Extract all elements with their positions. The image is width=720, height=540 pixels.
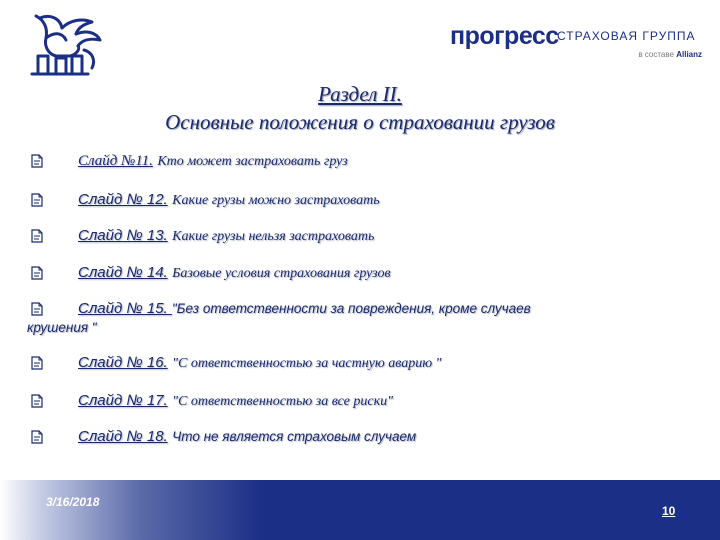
document-bullet-icon (30, 154, 44, 168)
brand-logo (450, 22, 710, 66)
slide-description: Что не является страховым случаем (172, 429, 417, 444)
slide-link-12[interactable]: Слайд № 12. (78, 191, 168, 208)
slide-link-16[interactable]: Слайд № 16. (78, 354, 168, 371)
document-bullet-icon (30, 356, 44, 370)
slide-link-18[interactable]: Слайд № 18. (78, 428, 168, 445)
document-bullet-icon (30, 430, 44, 444)
brand-subtitle: СТРАХОВАЯ ГРУППА (557, 29, 696, 43)
brand-note (638, 50, 702, 60)
footer-bar (0, 480, 720, 540)
slide-description: Какие грузы можно застраховать (172, 193, 380, 208)
document-bullet-icon (30, 394, 44, 408)
list-item (0, 352, 720, 374)
document-bullet-icon (30, 193, 44, 207)
list-item (0, 262, 720, 284)
slide-description-continued: крушения " (27, 320, 97, 335)
slide-link-15[interactable]: Слайд № 15. (78, 300, 172, 317)
list-item (0, 150, 720, 172)
brand-note-company: Allianz (676, 50, 702, 59)
slide-description: Кто может застраховать груз (157, 154, 348, 169)
document-bullet-icon (30, 266, 44, 280)
document-bullet-icon (30, 229, 44, 243)
brand-note-prefix: в составе (638, 50, 674, 59)
slide-link-14[interactable]: Слайд № 14. (78, 264, 168, 281)
brand-name: прогресс (450, 22, 559, 50)
list-item (0, 189, 720, 211)
slide-description: "С ответственностью за все риски" (172, 394, 394, 409)
page-number: 10 (662, 504, 676, 518)
slide-description: Базовые условия страхования грузов (172, 266, 391, 281)
list-item (0, 426, 720, 448)
document-bullet-icon (30, 302, 44, 316)
griffin-logo-icon (26, 10, 104, 82)
slide-description: Какие грузы нельзя застраховать (172, 229, 375, 244)
section-title: Раздел II. (318, 82, 402, 106)
slide-link-11[interactable]: Слайд №11. (78, 153, 153, 169)
section-subtitle: Основные положения о страховании грузов (165, 110, 555, 134)
list-item (0, 225, 720, 247)
slide-description: "Без ответственности за повреждения, кроме случаев (171, 301, 531, 316)
slide-link-13[interactable]: Слайд № 13. (78, 227, 168, 244)
list-item (0, 390, 720, 412)
slide-link-17[interactable]: Слайд № 17. (78, 392, 168, 409)
slide-date: 3/16/2018 (46, 495, 100, 509)
list-item (0, 298, 720, 320)
slide-description: "С ответственностью за частную аварию " (172, 356, 442, 371)
